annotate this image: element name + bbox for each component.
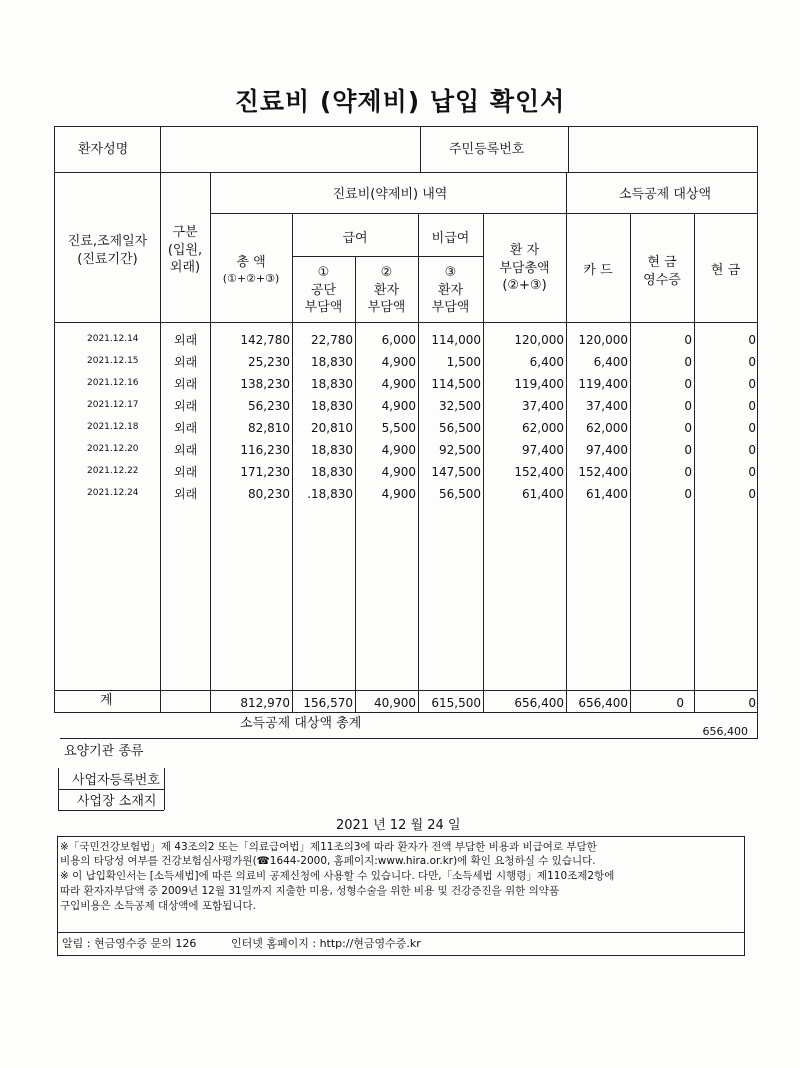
- deduct-total-value: 656,400: [702, 725, 748, 738]
- deduct-total-label: 소득공제 대상액 총계: [240, 716, 362, 731]
- type-label: 구분 (입원, 외래): [167, 225, 203, 276]
- biz-no-label: 사업자등록번호: [72, 773, 160, 788]
- table-row: 2021.12.24 외래 80,230 .18,830 4,900 56,500 61,400 61,400 0 0: [87, 487, 756, 501]
- cash-label: 현 금: [710, 263, 741, 278]
- patient-name-label: 환자성명: [78, 142, 129, 157]
- cash-receipt-label: 현 금 영수증: [643, 255, 681, 288]
- institution-type-label: 요양기관 종류: [64, 744, 144, 759]
- table-row: 2021.12.15 외래 25,230 18,830 4,900 1,500 6,400 6,400 0 0: [87, 355, 756, 369]
- note-line: 따라 환자자부담액 중 2009년 12월 31일까지 지출한 미용, 성형수술을 위한 비용 및 건강증진을 위한 의약품: [60, 885, 560, 897]
- total-label: 총 액 (①+②+③): [222, 255, 280, 285]
- table-row: 2021.12.17 외래 56,230 18,830 4,900 32,500 37,400 37,400 0 0: [87, 399, 756, 413]
- patient-total-label: 환 자 부담총액 (②+③): [499, 243, 550, 294]
- inquiry-note: 알림 : 현금영수증 문의 126: [62, 937, 197, 950]
- table-row: 2021.12.18 외래 82,810 20,810 5,500 56,500 62,000 62,000 0 0: [87, 421, 756, 435]
- col3-label: ③ 환자 부담액: [431, 265, 470, 316]
- col1-label: ① 공단 부담액: [304, 265, 343, 316]
- resident-no-label: 주민등록번호: [449, 142, 525, 157]
- note-line: 비용의 타당성 여부를 건강보험심사평가원(☎1644-2000, 홈페이지:www.hira.or.kr)에 확인 요청하실 수 있습니다.: [60, 855, 596, 867]
- col2-label: ② 환자 부담액: [367, 265, 406, 316]
- sum-row: 계 812,970 156,570 40,900 615,500 656,400 656,400 0 0: [100, 693, 756, 710]
- table-row: 2021.12.14 외래 142,780 22,780 6,000 114,000 120,000 120,000 0 0: [87, 333, 756, 347]
- note-line: ※ 이 납입확인서는 [소득세법]에 따른 의료비 공제신청에 사용할 수 있습니다. 다만,「소득세법 시행령」제110조제2항에: [60, 870, 615, 882]
- document-title: 진료비 (약제비) 납입 확인서: [234, 87, 566, 116]
- insured-label: 급여: [342, 231, 368, 246]
- table-row: 2021.12.16 외래 138,230 18,830 4,900 114,500 119,400 119,400 0 0: [87, 377, 756, 391]
- address-label: 사업장 소재지: [77, 794, 157, 809]
- note-line: 구입비용은 소득공제 대상액에 포함됩니다.: [60, 900, 256, 912]
- card-label: 카 드: [583, 263, 613, 278]
- homepage-note: 인터넷 홈페이지 : http://현금영수증.kr: [231, 937, 421, 950]
- table-row: 2021.12.20 외래 116,230 18,830 4,900 92,500 97,400 97,400 0 0: [87, 443, 756, 457]
- table-row: 2021.12.22 외래 171,230 18,830 4,900 147,500 152,400 152,400 0 0: [87, 465, 756, 479]
- note-line: ※「국민건강보험법」제 43조의2 또는「의료급여법」제11조의3에 따라 환자가 전액 부담한 비용과 비급여로 부담한: [60, 841, 597, 853]
- date-label: 진료,조제일자 (진료기간): [67, 234, 148, 267]
- issue-date: 2021 년 12 월 24 일: [336, 818, 461, 833]
- tax-deduct-label: 소득공제 대상액: [618, 187, 712, 202]
- uninsured-label: 비급여: [431, 231, 470, 246]
- medical-detail-label: 진료비(약제비) 내역: [332, 187, 448, 202]
